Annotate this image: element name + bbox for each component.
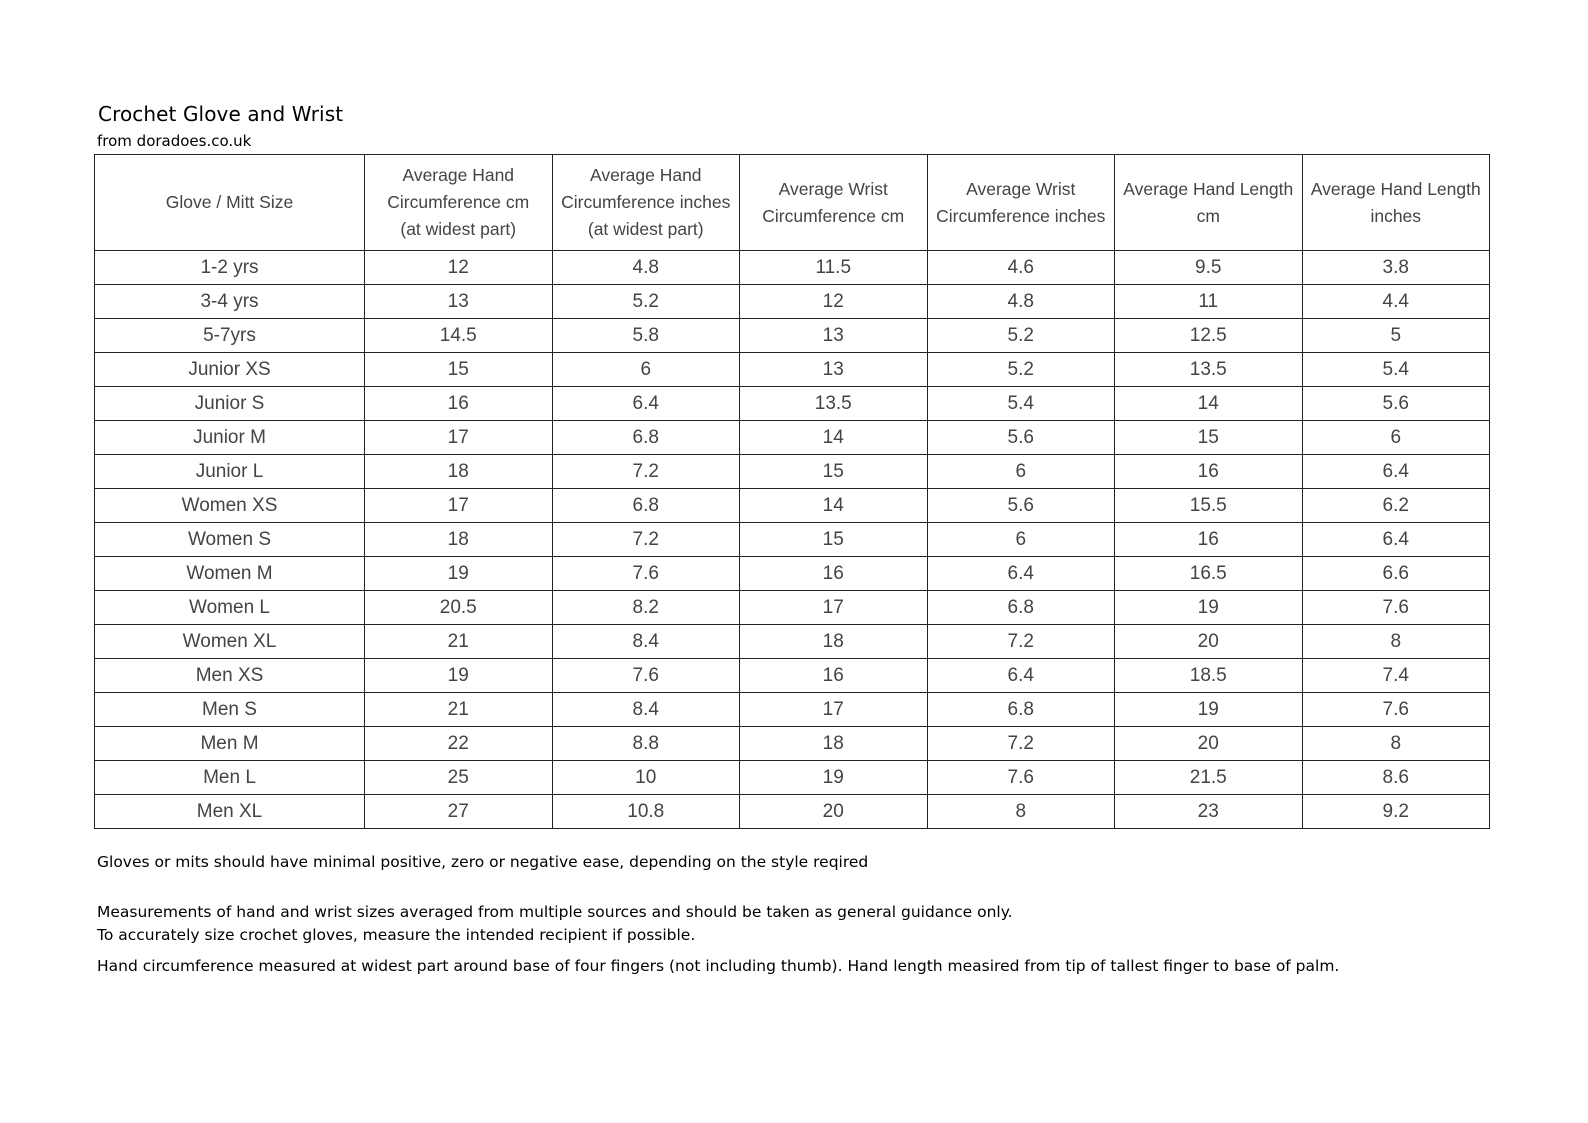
cell-size: 3-4 yrs	[95, 285, 365, 319]
cell-hand-circ-in: 6	[552, 353, 740, 387]
cell-wrist-circ-in: 5.6	[927, 489, 1115, 523]
table-row	[95, 285, 1490, 319]
cell-wrist-circ-cm: 16	[740, 557, 928, 591]
page-subtitle: from doradoes.co.uk	[97, 132, 252, 150]
cell-hand-circ-cm: 14.5	[365, 319, 553, 353]
table-row	[95, 353, 1490, 387]
cell-hand-length-in: 7.6	[1302, 693, 1490, 727]
note-ease: Gloves or mits should have minimal positive, zero or negative ease, depending on the style reqired	[97, 853, 869, 871]
cell-size: Women M	[95, 557, 365, 591]
header-wrist-circ-cm: Average Wrist Circumference cm	[740, 155, 928, 251]
cell-hand-circ-in: 7.6	[552, 659, 740, 693]
cell-hand-circ-in: 5.2	[552, 285, 740, 319]
cell-size: Junior XS	[95, 353, 365, 387]
cell-hand-length-in: 7.6	[1302, 591, 1490, 625]
cell-hand-length-cm: 12.5	[1115, 319, 1303, 353]
table-row	[95, 387, 1490, 421]
cell-hand-length-in: 5.6	[1302, 387, 1490, 421]
cell-hand-length-cm: 18.5	[1115, 659, 1303, 693]
cell-hand-circ-in: 10	[552, 761, 740, 795]
header-hand-circ-in: Average Hand Circumference inches (at widest part)	[552, 155, 740, 251]
cell-hand-circ-in: 8.4	[552, 625, 740, 659]
note-averaged: Measurements of hand and wrist sizes averaged from multiple sources and should be taken as general guidance only.	[97, 903, 1013, 921]
table-row	[95, 319, 1490, 353]
cell-wrist-circ-in: 5.4	[927, 387, 1115, 421]
cell-wrist-circ-cm: 12	[740, 285, 928, 319]
table-row	[95, 421, 1490, 455]
cell-hand-length-in: 6.2	[1302, 489, 1490, 523]
cell-hand-length-in: 8	[1302, 727, 1490, 761]
cell-hand-circ-cm: 21	[365, 693, 553, 727]
cell-hand-length-cm: 19	[1115, 693, 1303, 727]
cell-hand-length-in: 5	[1302, 319, 1490, 353]
cell-hand-circ-cm: 19	[365, 659, 553, 693]
cell-hand-circ-in: 8.8	[552, 727, 740, 761]
cell-wrist-circ-in: 6.4	[927, 659, 1115, 693]
cell-hand-circ-in: 8.2	[552, 591, 740, 625]
header-size: Glove / Mitt Size	[95, 155, 365, 251]
cell-hand-length-in: 6.4	[1302, 523, 1490, 557]
cell-size: Women L	[95, 591, 365, 625]
cell-hand-circ-cm: 17	[365, 421, 553, 455]
cell-size: Men M	[95, 727, 365, 761]
cell-hand-length-in: 6.4	[1302, 455, 1490, 489]
cell-hand-circ-in: 6.4	[552, 387, 740, 421]
cell-size: Men L	[95, 761, 365, 795]
table-row	[95, 251, 1490, 285]
cell-wrist-circ-cm: 13.5	[740, 387, 928, 421]
table-row	[95, 489, 1490, 523]
cell-hand-length-cm: 9.5	[1115, 251, 1303, 285]
cell-hand-length-cm: 16	[1115, 523, 1303, 557]
cell-hand-circ-cm: 20.5	[365, 591, 553, 625]
cell-wrist-circ-in: 6.4	[927, 557, 1115, 591]
cell-size: Junior L	[95, 455, 365, 489]
header-hand-length-in: Average Hand Length inches	[1302, 155, 1490, 251]
cell-wrist-circ-cm: 13	[740, 353, 928, 387]
cell-hand-circ-cm: 16	[365, 387, 553, 421]
cell-hand-length-cm: 11	[1115, 285, 1303, 319]
cell-wrist-circ-in: 6	[927, 455, 1115, 489]
cell-hand-length-in: 6.6	[1302, 557, 1490, 591]
cell-wrist-circ-cm: 14	[740, 489, 928, 523]
cell-hand-length-cm: 14	[1115, 387, 1303, 421]
cell-size: 5-7yrs	[95, 319, 365, 353]
cell-hand-circ-cm: 18	[365, 523, 553, 557]
cell-size: Women XL	[95, 625, 365, 659]
note-how-measured: Hand circumference measured at widest part around base of four fingers (not including thumb). Hand length measired from tip of tallest finger to base of palm.	[97, 957, 1340, 975]
cell-hand-circ-cm: 25	[365, 761, 553, 795]
cell-wrist-circ-cm: 11.5	[740, 251, 928, 285]
cell-size: Women XS	[95, 489, 365, 523]
cell-hand-length-cm: 15	[1115, 421, 1303, 455]
note-measure-recipient: To accurately size crochet gloves, measure the intended recipient if possible.	[97, 926, 696, 944]
cell-hand-length-in: 3.8	[1302, 251, 1490, 285]
header-hand-circ-cm: Average Hand Circumference cm (at widest part)	[365, 155, 553, 251]
table-row	[95, 523, 1490, 557]
cell-wrist-circ-in: 5.2	[927, 353, 1115, 387]
cell-wrist-circ-cm: 19	[740, 761, 928, 795]
cell-wrist-circ-cm: 18	[740, 727, 928, 761]
cell-hand-circ-cm: 27	[365, 795, 553, 829]
table-row	[95, 659, 1490, 693]
glove-size-table	[94, 154, 1490, 829]
cell-hand-length-cm: 16.5	[1115, 557, 1303, 591]
cell-wrist-circ-in: 6.8	[927, 591, 1115, 625]
cell-hand-circ-in: 7.2	[552, 523, 740, 557]
cell-hand-circ-cm: 13	[365, 285, 553, 319]
cell-hand-length-in: 8	[1302, 625, 1490, 659]
cell-hand-circ-cm: 21	[365, 625, 553, 659]
table-row	[95, 591, 1490, 625]
cell-hand-circ-cm: 17	[365, 489, 553, 523]
cell-hand-length-cm: 20	[1115, 625, 1303, 659]
cell-wrist-circ-in: 7.2	[927, 727, 1115, 761]
cell-hand-length-in: 7.4	[1302, 659, 1490, 693]
cell-hand-length-in: 4.4	[1302, 285, 1490, 319]
table-body	[95, 251, 1490, 829]
cell-wrist-circ-cm: 14	[740, 421, 928, 455]
cell-hand-length-cm: 16	[1115, 455, 1303, 489]
cell-hand-circ-cm: 15	[365, 353, 553, 387]
cell-hand-circ-in: 5.8	[552, 319, 740, 353]
cell-hand-length-cm: 20	[1115, 727, 1303, 761]
cell-wrist-circ-in: 6	[927, 523, 1115, 557]
cell-wrist-circ-in: 5.2	[927, 319, 1115, 353]
table-row	[95, 761, 1490, 795]
cell-size: 1-2 yrs	[95, 251, 365, 285]
cell-wrist-circ-in: 5.6	[927, 421, 1115, 455]
cell-wrist-circ-in: 8	[927, 795, 1115, 829]
cell-hand-circ-cm: 12	[365, 251, 553, 285]
table-row	[95, 455, 1490, 489]
cell-wrist-circ-cm: 18	[740, 625, 928, 659]
header-hand-length-cm: Average Hand Length cm	[1115, 155, 1303, 251]
cell-size: Women S	[95, 523, 365, 557]
cell-hand-length-cm: 15.5	[1115, 489, 1303, 523]
cell-wrist-circ-in: 6.8	[927, 693, 1115, 727]
cell-hand-circ-in: 7.6	[552, 557, 740, 591]
header-row	[95, 155, 1490, 251]
table-row	[95, 727, 1490, 761]
table-row	[95, 625, 1490, 659]
cell-wrist-circ-cm: 17	[740, 693, 928, 727]
cell-wrist-circ-in: 4.6	[927, 251, 1115, 285]
table-header	[95, 155, 1490, 251]
cell-hand-circ-in: 10.8	[552, 795, 740, 829]
cell-hand-length-cm: 23	[1115, 795, 1303, 829]
cell-wrist-circ-in: 7.6	[927, 761, 1115, 795]
cell-wrist-circ-cm: 20	[740, 795, 928, 829]
cell-size: Junior M	[95, 421, 365, 455]
cell-hand-circ-cm: 22	[365, 727, 553, 761]
cell-hand-circ-cm: 18	[365, 455, 553, 489]
cell-hand-length-cm: 13.5	[1115, 353, 1303, 387]
cell-size: Men XL	[95, 795, 365, 829]
cell-wrist-circ-in: 7.2	[927, 625, 1115, 659]
cell-hand-length-in: 6	[1302, 421, 1490, 455]
cell-hand-circ-in: 8.4	[552, 693, 740, 727]
cell-wrist-circ-cm: 16	[740, 659, 928, 693]
cell-hand-length-in: 9.2	[1302, 795, 1490, 829]
cell-hand-length-cm: 19	[1115, 591, 1303, 625]
cell-hand-circ-in: 4.8	[552, 251, 740, 285]
header-wrist-circ-in: Average Wrist Circumference inches	[927, 155, 1115, 251]
cell-hand-length-in: 8.6	[1302, 761, 1490, 795]
cell-wrist-circ-cm: 15	[740, 455, 928, 489]
cell-hand-circ-in: 6.8	[552, 489, 740, 523]
page-title: Crochet Glove and Wrist	[98, 102, 344, 126]
cell-size: Junior S	[95, 387, 365, 421]
cell-size: Men XS	[95, 659, 365, 693]
cell-wrist-circ-cm: 13	[740, 319, 928, 353]
cell-hand-circ-cm: 19	[365, 557, 553, 591]
cell-hand-circ-in: 7.2	[552, 455, 740, 489]
cell-size: Men S	[95, 693, 365, 727]
table-row	[95, 557, 1490, 591]
cell-wrist-circ-cm: 15	[740, 523, 928, 557]
cell-hand-length-in: 5.4	[1302, 353, 1490, 387]
cell-wrist-circ-in: 4.8	[927, 285, 1115, 319]
table-row	[95, 693, 1490, 727]
cell-wrist-circ-cm: 17	[740, 591, 928, 625]
table-row	[95, 795, 1490, 829]
cell-hand-length-cm: 21.5	[1115, 761, 1303, 795]
cell-hand-circ-in: 6.8	[552, 421, 740, 455]
